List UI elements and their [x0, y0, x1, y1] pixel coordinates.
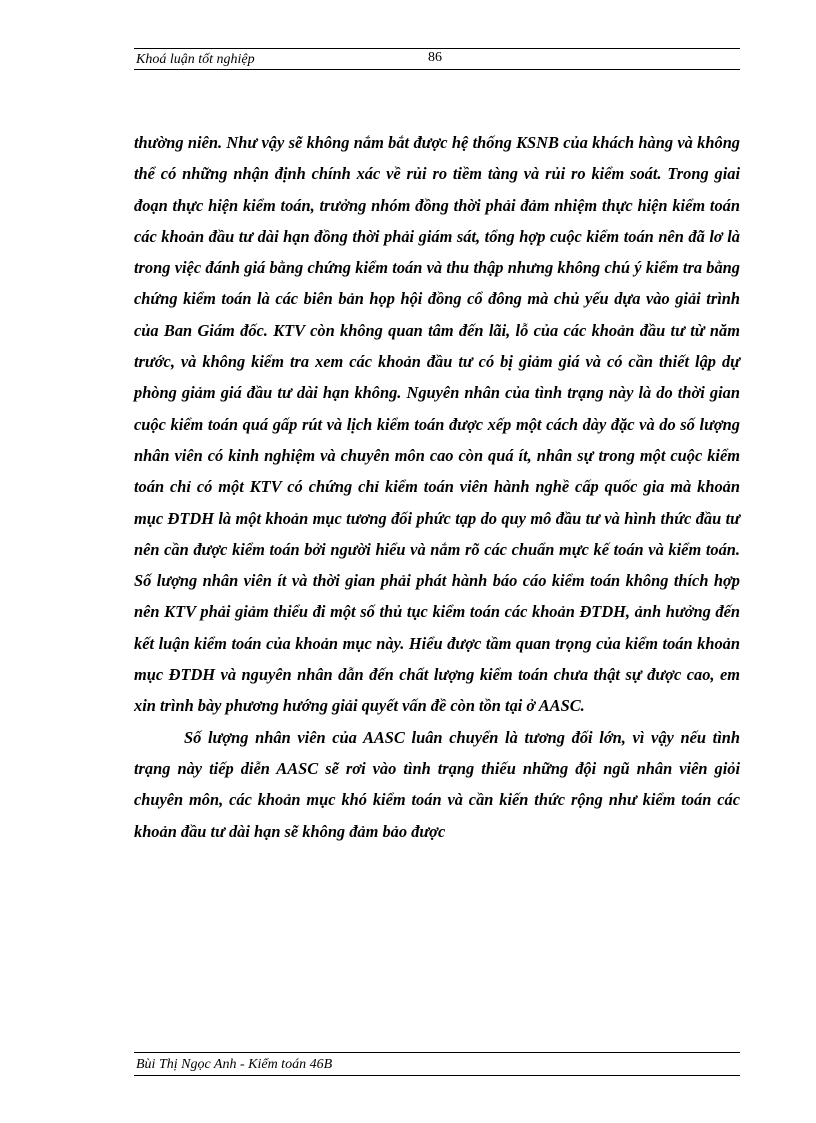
page-number: 86	[428, 50, 442, 65]
header-title: Khoá luận tốt nghiệp	[136, 52, 255, 67]
page-header	[134, 48, 740, 70]
paragraph-1: thường niên. Như vậy sẽ không nắm bắt được hệ thống KSNB của khách hàng và không thể có những nhận định chính xác về rủi ro tiềm tàng và rủi ro kiểm soát. Trong giai đoạn thực hiện kiểm toán, trưởng nhóm đồng thời phải đảm nhiệm thực hiện kiểm toán các khoản đầu tư dài hạn đồng thời phải giám sát, tổng hợp cuộc kiểm toán nên đã lơ là trong việc đánh giá bằng chứng kiểm toán và thu thập nhưng không chú ý kiểm tra bằng chứng kiểm toán là các biên bản họp hội đồng cổ đông mà chủ yếu dựa vào giải trình của Ban Giám đốc. KTV còn không quan tâm đến lãi, lỗ của các khoản đầu tư từ năm trước, và không kiểm tra xem các khoản đầu tư có bị giảm giá và có cần thiết lập dự phòng giảm giá đầu tư dài hạn không. Nguyên nhân của tình trạng này là do thời gian cuộc kiểm toán quá gấp rút và lịch kiểm toán được xếp một cách dày đặc và do số lượng nhân viên có kinh nghiệm và chuyên môn cao còn quá ít, nhân sự trong một cuộc kiểm toán chỉ có một KTV có chứng chỉ kiểm toán viên hành nghề cấp quốc gia mà khoản mục ĐTDH là một khoản mục tương đối phức tạp do quy mô đầu tư và hình thức đầu tư nên cần được kiểm toán bởi người hiểu và nắm rõ các chuẩn mực kế toán và kiểm toán. Số lượng nhân viên ít và thời gian phải phát hành báo cáo kiểm toán không thích hợp nên KTV phải giảm thiểu đi một số thủ tục kiểm toán các khoản ĐTDH, ảnh hưởng đến kết luận kiểm toán của khoản mục này. Hiểu được tầm quan trọng của kiểm toán khoản mục ĐTDH và nguyên nhân dẫn đến chất lượng kiểm toán chưa thật sự được cao, em xin trình bày phương hướng giải quyết vấn đề còn tồn tại ở AASC.	[134, 133, 740, 716]
page-footer	[134, 1052, 740, 1076]
body-text	[134, 127, 740, 847]
paragraph-2: Số lượng nhân viên của AASC luân chuyển là tương đối lớn, vì vậy nếu tình trạng này tiếp diễn AASC sẽ rơi vào tình trạng thiếu những đội ngũ nhân viên giỏi chuyên môn, các khoản mục khó kiểm toán và cần kiến thức rộng như kiểm toán các khoản đầu tư dài hạn sẽ không đảm bảo được	[134, 727, 740, 841]
footer-author: Bùi Thị Ngọc Anh - Kiểm toán 46B	[136, 1057, 333, 1072]
